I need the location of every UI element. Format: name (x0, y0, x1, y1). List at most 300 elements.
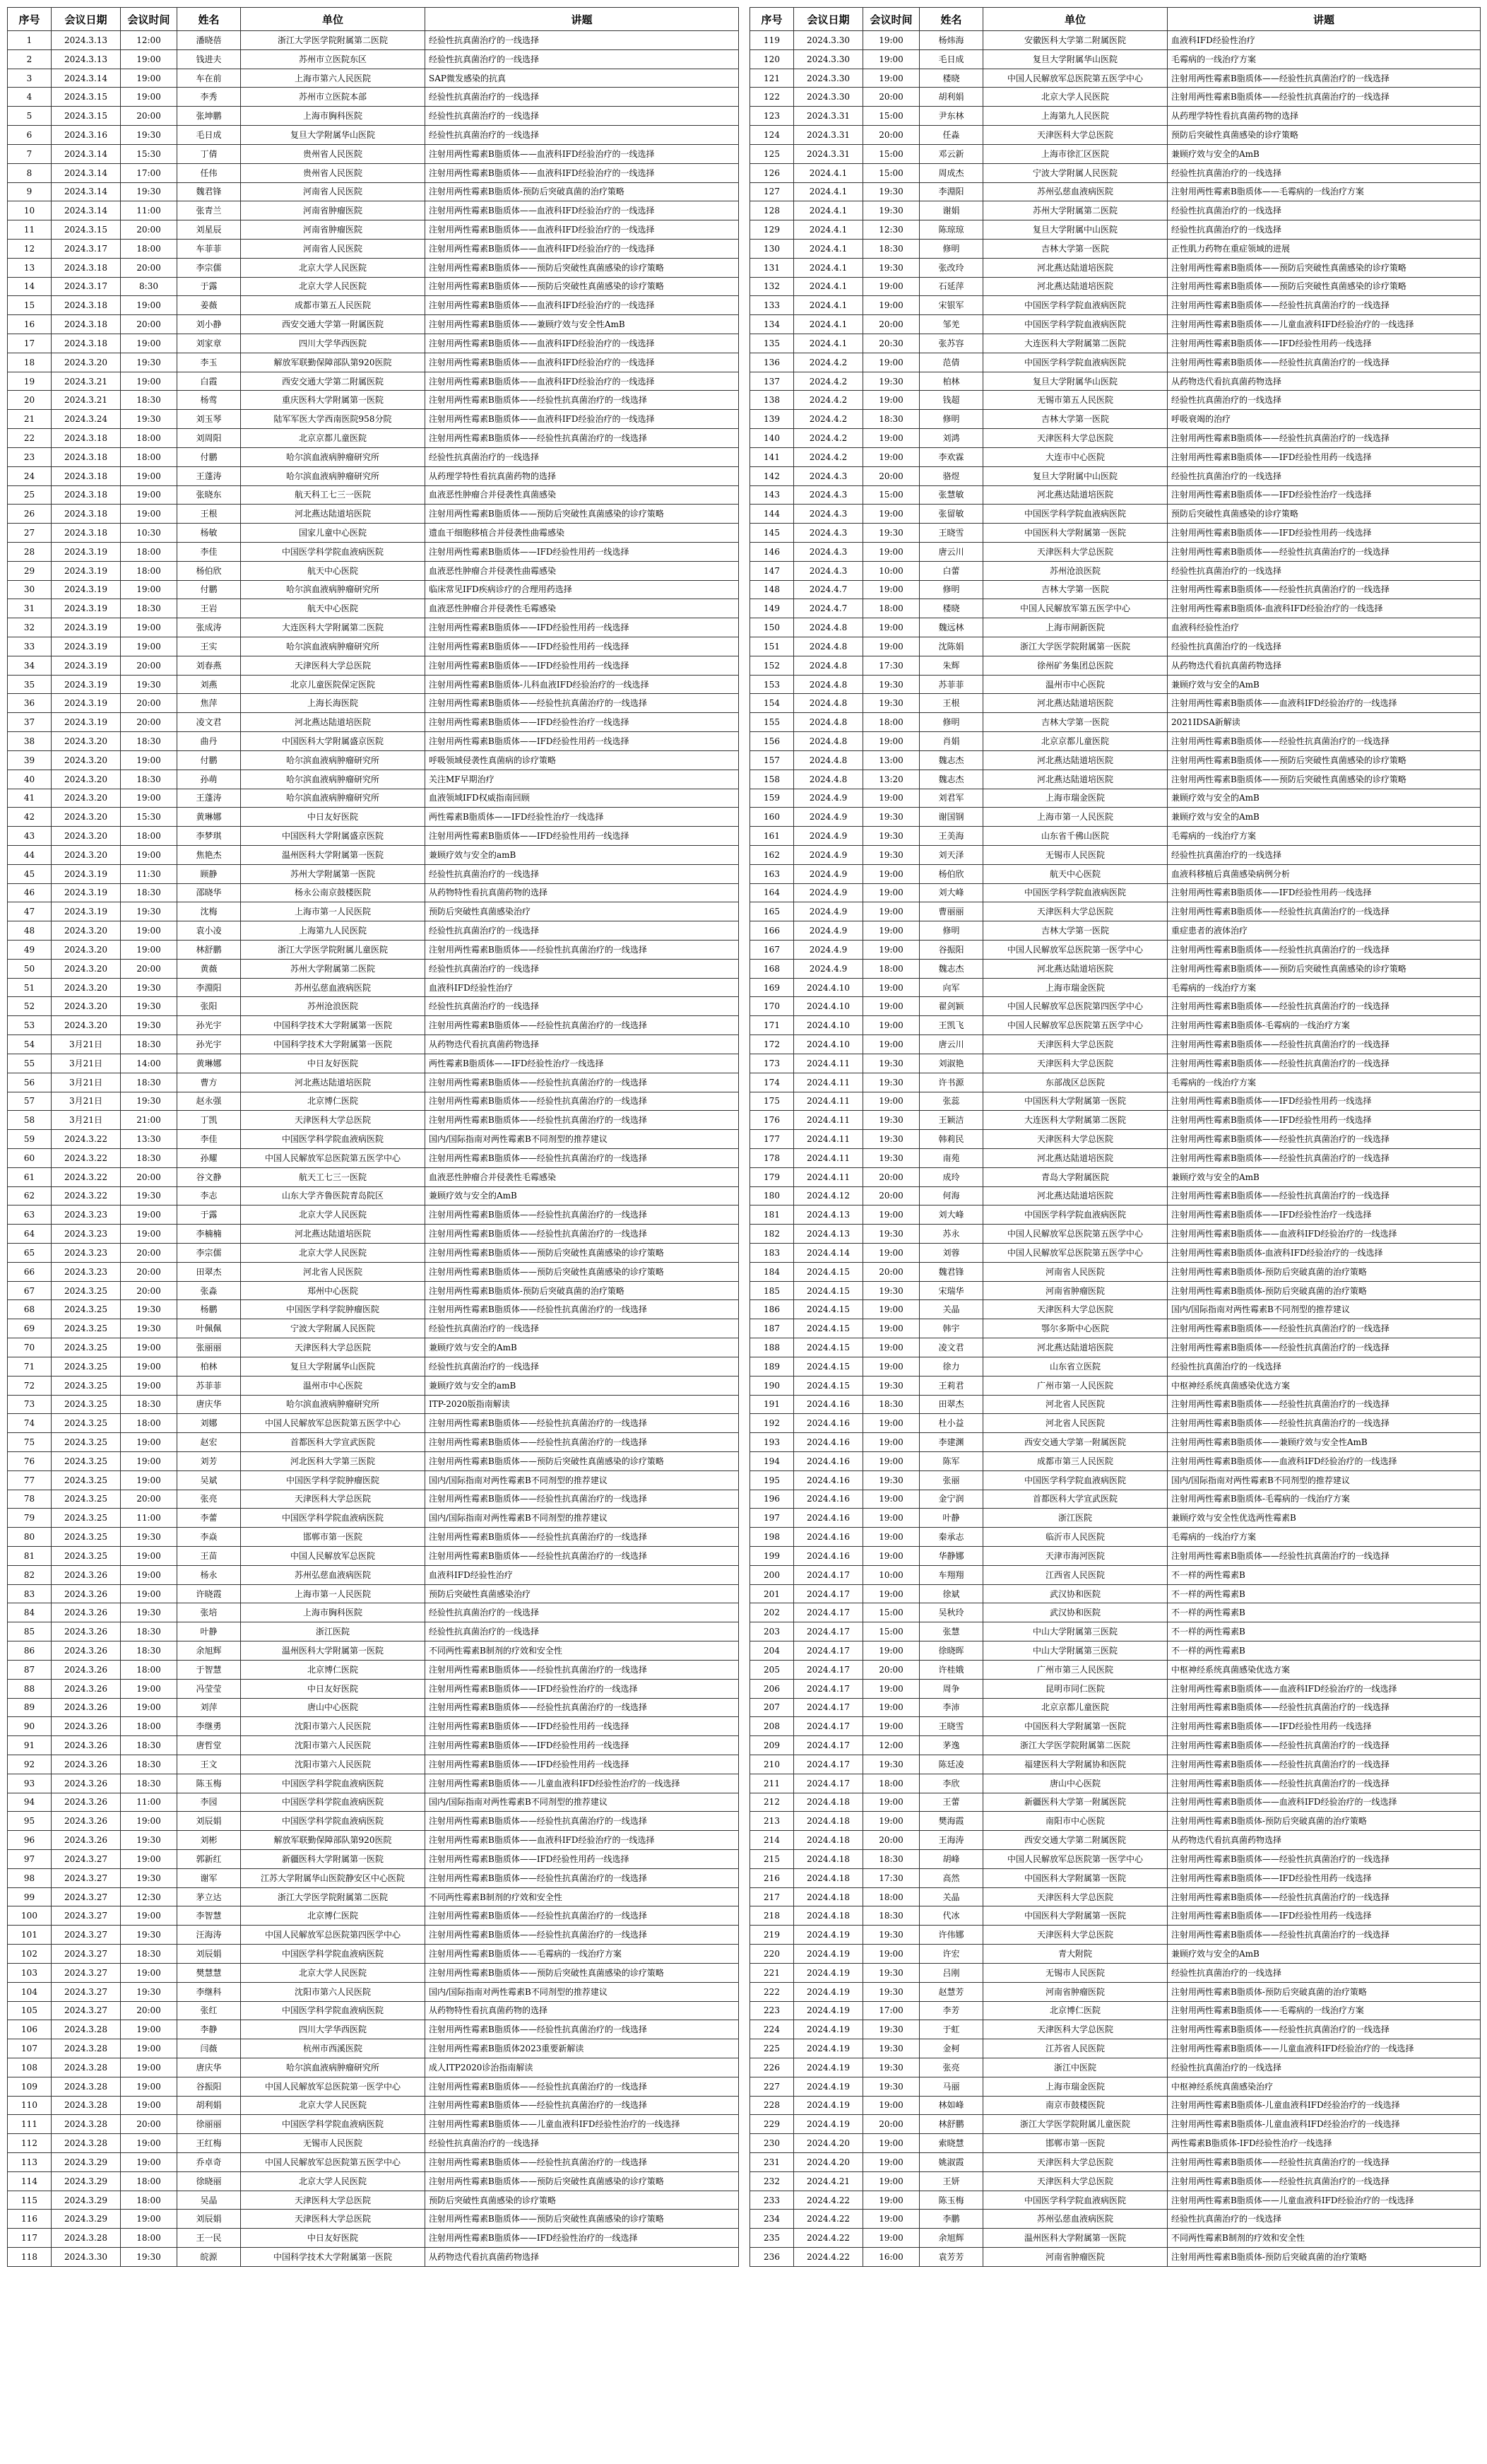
cell-meeting-date: 2024.4.1 (794, 201, 863, 220)
cell-meeting-date: 2024.3.20 (52, 808, 121, 827)
cell-institution: 复旦大学附属华山医院 (241, 1357, 425, 1376)
cell-row-number: 231 (750, 2153, 794, 2172)
cell-institution: 天津医科大学总医院 (983, 1130, 1168, 1149)
cell-row-number: 30 (8, 580, 52, 599)
cell-topic: 注射用两性霉素B脂质体——经验性抗真菌治疗的一线选择 (1168, 1755, 1481, 1774)
cell-row-number: 87 (8, 1660, 52, 1679)
cell-institution: 宁波大学附属人民医院 (983, 163, 1168, 182)
cell-institution: 中国医学科学院血液病医院 (241, 1774, 425, 1793)
cell-institution: 浙江大学医学院附属儿童医院 (983, 2115, 1168, 2134)
cell-institution: 天津市海河医院 (983, 1547, 1168, 1566)
cell-row-number: 123 (750, 107, 794, 126)
cell-meeting-time: 19:00 (121, 580, 177, 599)
cell-institution: 四川大学华西医院 (241, 2020, 425, 2039)
cell-meeting-time: 18:00 (121, 1414, 177, 1433)
cell-speaker-name: 南苑 (920, 1148, 983, 1167)
cell-speaker-name: 徐斌 (920, 1584, 983, 1603)
cell-meeting-time: 19:00 (863, 902, 920, 921)
cell-meeting-time: 19:00 (863, 2134, 920, 2153)
cell-topic: 不一样的两性霉素B (1168, 1603, 1481, 1622)
cell-speaker-name: 王实 (177, 637, 241, 656)
cell-row-number: 196 (750, 1490, 794, 1509)
cell-meeting-time: 15:00 (863, 144, 920, 163)
cell-speaker-name: 余旭辉 (177, 1641, 241, 1661)
cell-topic: 注射用两性霉素B脂质体——IFD经验性治疗一线选择 (1168, 1206, 1481, 1225)
cell-topic: 国内/国际指南对两性霉素B不同剂型的推荐建议 (425, 1470, 739, 1490)
cell-speaker-name: 乔卓奇 (177, 2153, 241, 2172)
cell-meeting-date: 2024.3.25 (52, 1528, 121, 1547)
cell-meeting-time: 19:00 (121, 1206, 177, 1225)
table-row (8, 429, 739, 448)
cell-meeting-date: 3月21日 (52, 1035, 121, 1054)
cell-row-number: 175 (750, 1092, 794, 1111)
cell-meeting-date: 2024.3.18 (52, 258, 121, 277)
cell-topic: 血液科IFD经验性治疗 (425, 978, 739, 997)
cell-meeting-time: 19:00 (863, 2096, 920, 2115)
cell-topic: 兼顾疗效与安全的amB (425, 1376, 739, 1395)
cell-row-number: 107 (8, 2039, 52, 2058)
table-row (8, 2077, 739, 2096)
cell-topic: 从药理学特性看抗真菌药物的选择 (1168, 107, 1481, 126)
table-row (8, 656, 739, 675)
table-row (750, 883, 1481, 902)
table-row (8, 1244, 739, 1263)
table-row (750, 1603, 1481, 1622)
cell-institution: 中国医学科学院血液病医院 (983, 1206, 1168, 1225)
cell-topic: 不一样的两性霉素B (1168, 1584, 1481, 1603)
table-row (750, 1774, 1481, 1793)
cell-meeting-date: 2024.3.19 (52, 542, 121, 561)
cell-row-number: 235 (750, 2229, 794, 2248)
cell-meeting-date: 2024.3.27 (52, 1868, 121, 1887)
cell-row-number: 105 (8, 2001, 52, 2020)
cell-row-number: 76 (8, 1451, 52, 1470)
cell-institution: 安徽医科大学第二附属医院 (983, 31, 1168, 50)
cell-topic: 注射用两性霉素B脂质体——经验性抗真菌治疗的一线选择 (1168, 2020, 1481, 2039)
cell-institution: 哈尔滨血液病肿瘤研究所 (241, 466, 425, 485)
cell-row-number: 183 (750, 1244, 794, 1263)
cell-meeting-date: 2024.4.10 (794, 978, 863, 997)
cell-topic: 注射用两性霉素B脂质体-预防后突破真菌的治疗策略 (1168, 1262, 1481, 1281)
table-row (8, 1357, 739, 1376)
cell-row-number: 139 (750, 410, 794, 429)
cell-row-number: 194 (750, 1451, 794, 1470)
cell-meeting-time: 19:00 (863, 69, 920, 88)
cell-speaker-name: 李淵阳 (920, 182, 983, 201)
table-row (8, 31, 739, 50)
cell-row-number: 165 (750, 902, 794, 921)
cell-meeting-time: 19:30 (863, 524, 920, 543)
cell-topic: 注射用两性霉素B脂质体——预防后突破性真菌感染的诊疗策略 (1168, 277, 1481, 296)
table-row (8, 1963, 739, 1982)
table-row (8, 2039, 739, 2058)
cell-meeting-time: 19:00 (121, 1338, 177, 1357)
cell-meeting-date: 2024.3.29 (52, 2191, 121, 2210)
cell-topic: 经验性抗真菌治疗的一线选择 (425, 1319, 739, 1338)
cell-institution: 首都医科大学宣武医院 (241, 1433, 425, 1452)
cell-meeting-date: 2024.3.20 (52, 978, 121, 997)
cell-topic: 注射用两性霉素B脂质体-毛霉病的一线治疗方案 (1168, 1490, 1481, 1509)
cell-meeting-date: 2024.3.14 (52, 69, 121, 88)
cell-topic: 注射用两性霉素B脂质体——经验性抗真菌治疗的一线选择 (1168, 88, 1481, 107)
cell-row-number: 222 (750, 1982, 794, 2001)
cell-meeting-date: 2024.4.10 (794, 1035, 863, 1054)
table-row (750, 959, 1481, 978)
cell-topic: 注射用两性霉素B脂质体——经验性抗真菌治疗的一线选择 (1168, 580, 1481, 599)
cell-meeting-date: 2024.4.1 (794, 334, 863, 353)
cell-meeting-time: 19:00 (863, 1509, 920, 1528)
cell-row-number: 5 (8, 107, 52, 126)
cell-speaker-name: 刘蓉 (920, 1244, 983, 1263)
table-row (750, 2115, 1481, 2134)
cell-meeting-date: 3月21日 (52, 1073, 121, 1092)
cell-topic: 国内/国际指南对两性霉素B不同剂型的推荐建议 (425, 1130, 739, 1149)
cell-row-number: 128 (750, 201, 794, 220)
table-row (750, 997, 1481, 1016)
cell-topic: 经验性抗真菌治疗的一线选择 (425, 959, 739, 978)
cell-topic: 经验性抗真菌治疗的一线选择 (1168, 2058, 1481, 2077)
cell-topic: 经验性抗真菌治疗的一线选择 (1168, 561, 1481, 580)
cell-speaker-name: 刘彬 (177, 1831, 241, 1850)
cell-topic: 注射用两性霉素B脂质体——IFD经验性治疗的一线选择 (425, 1679, 739, 1698)
cell-institution: 航天中心医院 (983, 864, 1168, 883)
cell-topic: 注射用两性霉素B脂质体——经验性抗真菌治疗的一线选择 (425, 429, 739, 448)
cell-institution: 武汉协和医院 (983, 1584, 1168, 1603)
column-header-meeting-date: 会议日期 (794, 8, 863, 31)
cell-speaker-name: 任淼 (920, 126, 983, 145)
cell-institution: 苏州市立医院本部 (241, 88, 425, 107)
cell-row-number: 51 (8, 978, 52, 997)
cell-institution: 上海市闸新医院 (983, 618, 1168, 637)
cell-speaker-name: 皖源 (177, 2248, 241, 2267)
cell-meeting-time: 19:00 (121, 618, 177, 637)
cell-meeting-date: 2024.3.19 (52, 599, 121, 618)
cell-institution: 河北燕达陆道培医院 (983, 770, 1168, 789)
cell-row-number: 41 (8, 789, 52, 808)
cell-row-number: 100 (8, 1906, 52, 1926)
cell-meeting-time: 18:30 (863, 1395, 920, 1414)
cell-meeting-date: 2024.3.20 (52, 845, 121, 864)
cell-institution: 无锡市人民医院 (983, 845, 1168, 864)
cell-speaker-name: 李静 (177, 2020, 241, 2039)
cell-topic: 兼顾疗效与安全的AmB (1168, 1945, 1481, 1964)
cell-topic: 注射用两性霉素B脂质体——经验性抗真菌治疗的一线选择 (1168, 1850, 1481, 1869)
cell-topic: 预防后突破性真菌感染治疗 (425, 902, 739, 921)
cell-topic: 经验性抗真菌治疗的一线选择 (1168, 1963, 1481, 1982)
cell-row-number: 220 (750, 1945, 794, 1964)
cell-meeting-date: 2024.4.1 (794, 239, 863, 258)
cell-institution: 吉林大学第一医院 (983, 239, 1168, 258)
cell-institution: 北京京都儿童医院 (983, 732, 1168, 751)
cell-topic: 注射用两性霉素B脂质体——IFD经验性用药一线选择 (1168, 1111, 1481, 1130)
cell-speaker-name: 代冰 (920, 1906, 983, 1926)
cell-institution: 河南省肿瘤医院 (241, 220, 425, 240)
cell-speaker-name: 杨敏 (177, 524, 241, 543)
cell-topic: 正性肌力药物在重症领域的进展 (1168, 239, 1481, 258)
cell-meeting-date: 2024.3.20 (52, 997, 121, 1016)
cell-topic: 国内/国际指南对两性霉素B不同剂型的推荐建议 (425, 1793, 739, 1812)
cell-meeting-date: 2024.4.3 (794, 561, 863, 580)
cell-meeting-time: 17:00 (121, 163, 177, 182)
cell-meeting-time: 18:30 (121, 1641, 177, 1661)
cell-row-number: 214 (750, 1831, 794, 1850)
cell-topic: 注射用两性霉素B脂质体——儿童血液科IFD经验治疗的一线选择 (1168, 2191, 1481, 2210)
cell-institution: 中山大学附属第三医院 (983, 1641, 1168, 1661)
cell-meeting-date: 2024.4.17 (794, 1660, 863, 1679)
cell-institution: 贵州省人民医院 (241, 163, 425, 182)
cell-topic: 注射用两性霉素B脂质体——IFD经验性用药一线选择 (1168, 1868, 1481, 1887)
cell-institution: 天津医科大学总医院 (983, 542, 1168, 561)
cell-meeting-date: 2024.3.25 (52, 1433, 121, 1452)
cell-institution: 中国医学科学院血液病医院 (241, 1130, 425, 1149)
cell-speaker-name: 修明 (920, 239, 983, 258)
cell-row-number: 14 (8, 277, 52, 296)
column-header-meeting-date: 会议日期 (52, 8, 121, 31)
cell-meeting-time: 20:00 (121, 1167, 177, 1186)
cell-meeting-date: 2024.3.28 (52, 2096, 121, 2115)
cell-meeting-date: 2024.3.13 (52, 31, 121, 50)
cell-meeting-time: 15:00 (863, 1603, 920, 1622)
cell-speaker-name: 刘辰娟 (177, 1812, 241, 1831)
cell-topic: 注射用两性霉素B脂质体——经验性抗真菌治疗的一线选择 (1168, 1130, 1481, 1149)
table-row (8, 258, 739, 277)
cell-topic: 从药物迭代看抗真菌药物选择 (1168, 1831, 1481, 1850)
cell-row-number: 78 (8, 1490, 52, 1509)
cell-institution: 天津医科大学总医院 (983, 126, 1168, 145)
cell-institution: 北京大学人民医院 (241, 1244, 425, 1263)
table-row (750, 789, 1481, 808)
cell-topic: 注射用两性霉素B脂质体-血液科IFD经验治疗的一线选择 (1168, 1244, 1481, 1263)
cell-meeting-date: 2024.4.15 (794, 1357, 863, 1376)
cell-speaker-name: 陈军 (920, 1451, 983, 1470)
cell-meeting-time: 19:00 (121, 1698, 177, 1717)
cell-meeting-time: 20:00 (121, 656, 177, 675)
cell-institution: 中国人民解放军总医院第五医学中心 (241, 2153, 425, 2172)
cell-speaker-name: 樊海霞 (920, 1812, 983, 1831)
cell-institution: 邯郸市第一医院 (983, 2134, 1168, 2153)
cell-institution: 天津医科大学总医院 (241, 1490, 425, 1509)
cell-row-number: 80 (8, 1528, 52, 1547)
table-row (8, 88, 739, 107)
table-row (8, 1812, 739, 1831)
cell-meeting-date: 2024.4.19 (794, 2058, 863, 2077)
cell-speaker-name: 吕刚 (920, 1963, 983, 1982)
cell-meeting-date: 2024.4.17 (794, 1603, 863, 1622)
cell-institution: 天津医科大学总医院 (983, 1054, 1168, 1073)
table-row (750, 1945, 1481, 1964)
cell-meeting-time: 19:30 (863, 1281, 920, 1300)
table-row (8, 1451, 739, 1470)
table-row (750, 1206, 1481, 1225)
cell-meeting-time: 19:30 (863, 1755, 920, 1774)
cell-speaker-name: 向军 (920, 978, 983, 997)
cell-meeting-date: 2024.3.29 (52, 2153, 121, 2172)
cell-row-number: 98 (8, 1868, 52, 1887)
cell-meeting-date: 2024.4.1 (794, 163, 863, 182)
cell-institution: 中日友好医院 (241, 2229, 425, 2248)
cell-speaker-name: 沈梅 (177, 902, 241, 921)
cell-institution: 北京大学人民医院 (241, 2096, 425, 2115)
cell-institution: 中国人民解放军总医院 (241, 1547, 425, 1566)
cell-speaker-name: 刘君军 (920, 789, 983, 808)
cell-row-number: 83 (8, 1584, 52, 1603)
table-row (750, 1641, 1481, 1661)
table-row (750, 2229, 1481, 2248)
cell-row-number: 11 (8, 220, 52, 240)
cell-meeting-date: 2024.3.27 (52, 1945, 121, 1964)
table-row (750, 2058, 1481, 2077)
table-row (8, 580, 739, 599)
cell-speaker-name: 丁倩 (177, 144, 241, 163)
cell-row-number: 24 (8, 466, 52, 485)
cell-institution: 唐山中心医院 (983, 1774, 1168, 1793)
cell-meeting-time: 11:00 (121, 1509, 177, 1528)
cell-row-number: 31 (8, 599, 52, 618)
cell-topic: 注射用两性霉素B脂质体——IFD经验性用药一线选择 (1168, 883, 1481, 902)
cell-speaker-name: 曲丹 (177, 732, 241, 751)
cell-row-number: 147 (750, 561, 794, 580)
cell-topic: 注射用两性霉素B脂质体——预防后突破性真菌感染的诊疗策略 (1168, 258, 1481, 277)
cell-meeting-time: 19:00 (863, 1338, 920, 1357)
cell-speaker-name: 邓云新 (920, 144, 983, 163)
cell-meeting-time: 13:20 (863, 770, 920, 789)
cell-speaker-name: 谢娟 (920, 201, 983, 220)
cell-topic: ITP-2020版指南解读 (425, 1395, 739, 1414)
cell-meeting-time: 19:00 (863, 732, 920, 751)
cell-meeting-time: 18:00 (121, 542, 177, 561)
column-header-speaker-name: 姓名 (920, 8, 983, 31)
cell-institution: 中国人民解放军总医院第五医学中心 (983, 69, 1168, 88)
cell-speaker-name: 杨伯欣 (920, 864, 983, 883)
cell-meeting-date: 2024.4.10 (794, 1016, 863, 1035)
cell-institution: 中国医学科学院血液病医院 (241, 2001, 425, 2020)
cell-topic: 注射用两性霉素B脂质体——预防后突破性真菌感染的诊疗策略 (425, 258, 739, 277)
cell-topic: 成人ITP2020诊治指南解读 (425, 2058, 739, 2077)
cell-meeting-time: 15:30 (121, 144, 177, 163)
cell-meeting-date: 2024.3.23 (52, 1206, 121, 1225)
cell-speaker-name: 杨莺 (177, 391, 241, 410)
cell-topic: 注射用两性霉素B脂质体——IFD经验性用药一线选择 (425, 827, 739, 846)
cell-topic: 注射用两性霉素B脂质体——经验性抗真菌治疗的一线选择 (425, 694, 739, 713)
cell-speaker-name: 魏君锋 (920, 1262, 983, 1281)
cell-meeting-time: 19:00 (863, 1244, 920, 1263)
cell-row-number: 85 (8, 1622, 52, 1641)
cell-row-number: 131 (750, 258, 794, 277)
cell-speaker-name: 修明 (920, 410, 983, 429)
cell-institution: 浙江大学医学院附属第二医院 (241, 1887, 425, 1906)
table-row (8, 1281, 739, 1300)
cell-institution: 温州医科大学附属第一医院 (241, 845, 425, 864)
cell-meeting-date: 2024.3.20 (52, 732, 121, 751)
cell-meeting-time: 18:00 (863, 1887, 920, 1906)
cell-meeting-time: 19:30 (863, 1376, 920, 1395)
cell-speaker-name: 于露 (177, 1206, 241, 1225)
cell-meeting-time: 19:00 (121, 1357, 177, 1376)
cell-speaker-name: 李淵阳 (177, 978, 241, 997)
cell-meeting-time: 18:00 (863, 959, 920, 978)
cell-meeting-time: 19:00 (863, 789, 920, 808)
table-row (8, 1774, 739, 1793)
cell-institution: 河南省人民医院 (241, 239, 425, 258)
cell-meeting-date: 2024.3.19 (52, 656, 121, 675)
table-row (8, 808, 739, 827)
cell-speaker-name: 王苗 (177, 1547, 241, 1566)
cell-speaker-name: 李佳 (177, 542, 241, 561)
cell-topic: 注射用两性霉素B脂质体——IFD经验性用药一线选择 (425, 1850, 739, 1869)
cell-meeting-time: 20:00 (121, 1490, 177, 1509)
cell-speaker-name: 翟剑颖 (920, 997, 983, 1016)
cell-speaker-name: 姚淑霞 (920, 2153, 983, 2172)
cell-topic: 注射用两性霉素B脂质体——IFD经验性用药一线选择 (1168, 1906, 1481, 1926)
cell-row-number: 173 (750, 1054, 794, 1073)
cell-speaker-name: 叶静 (177, 1622, 241, 1641)
cell-speaker-name: 范倩 (920, 353, 983, 372)
cell-institution: 中国科学技术大学附属第一医院 (241, 1035, 425, 1054)
cell-speaker-name: 徐力 (920, 1357, 983, 1376)
cell-speaker-name: 林如峰 (920, 2096, 983, 2115)
table-row (8, 1490, 739, 1509)
cell-topic: 注射用两性霉素B脂质体——经验性抗真菌治疗的一线选择 (1168, 732, 1481, 751)
cell-topic: 注射用两性霉素B脂质体——经验性抗真菌治疗的一线选择 (1168, 2153, 1481, 2172)
cell-institution: 哈尔滨血液病肿瘤研究所 (241, 770, 425, 789)
cell-meeting-time: 19:30 (863, 1926, 920, 1945)
cell-row-number: 111 (8, 2115, 52, 2134)
cell-speaker-name: 孙光宇 (177, 1035, 241, 1054)
cell-topic: 经验性抗真菌治疗的一线选择 (425, 1622, 739, 1641)
cell-row-number: 7 (8, 144, 52, 163)
cell-topic: 注射用两性霉素B脂质体——经验性抗真菌治疗的一线选择 (425, 1926, 739, 1945)
cell-meeting-time: 19:30 (121, 1926, 177, 1945)
table-row (8, 1054, 739, 1073)
cell-topic: 不同两性霉素B制剂的疗效和安全性 (425, 1887, 739, 1906)
cell-speaker-name: 张蕊 (920, 1092, 983, 1111)
cell-row-number: 77 (8, 1470, 52, 1490)
cell-meeting-date: 2024.4.22 (794, 2191, 863, 2210)
table-row (8, 1470, 739, 1490)
cell-topic: 经验性抗真菌治疗的一线选择 (425, 447, 739, 466)
cell-meeting-time: 18:30 (121, 1148, 177, 1167)
cell-institution: 沈阳市第六人民医院 (241, 1982, 425, 2001)
cell-meeting-date: 2024.3.27 (52, 1887, 121, 1906)
cell-institution: 上海市胸科医院 (241, 1603, 425, 1622)
cell-meeting-time: 18:30 (121, 1945, 177, 1964)
cell-meeting-time: 19:00 (863, 1490, 920, 1509)
cell-speaker-name: 尹东林 (920, 107, 983, 126)
table-row (8, 732, 739, 751)
cell-topic: 注射用两性霉素B脂质体——经验性抗真菌治疗的一线选择 (425, 1300, 739, 1319)
cell-meeting-date: 2024.3.28 (52, 2058, 121, 2077)
cell-meeting-time: 19:30 (863, 1073, 920, 1092)
table-row (8, 524, 739, 543)
cell-row-number: 207 (750, 1698, 794, 1717)
cell-institution: 哈尔滨血液病肿瘤研究所 (241, 789, 425, 808)
cell-meeting-date: 2024.4.9 (794, 789, 863, 808)
cell-meeting-time: 19:00 (121, 1812, 177, 1831)
cell-meeting-time: 18:00 (121, 239, 177, 258)
cell-meeting-time: 18:30 (121, 1395, 177, 1414)
table-row (750, 808, 1481, 827)
cell-meeting-time: 19:00 (863, 429, 920, 448)
cell-meeting-date: 3月21日 (52, 1054, 121, 1073)
table-row (8, 1565, 739, 1584)
cell-meeting-date: 2024.4.20 (794, 2153, 863, 2172)
table-row (8, 902, 739, 921)
cell-meeting-date: 2024.3.19 (52, 864, 121, 883)
table-row (8, 391, 739, 410)
table-row (750, 296, 1481, 315)
table-row (750, 2096, 1481, 2115)
cell-meeting-time: 19:30 (863, 182, 920, 201)
